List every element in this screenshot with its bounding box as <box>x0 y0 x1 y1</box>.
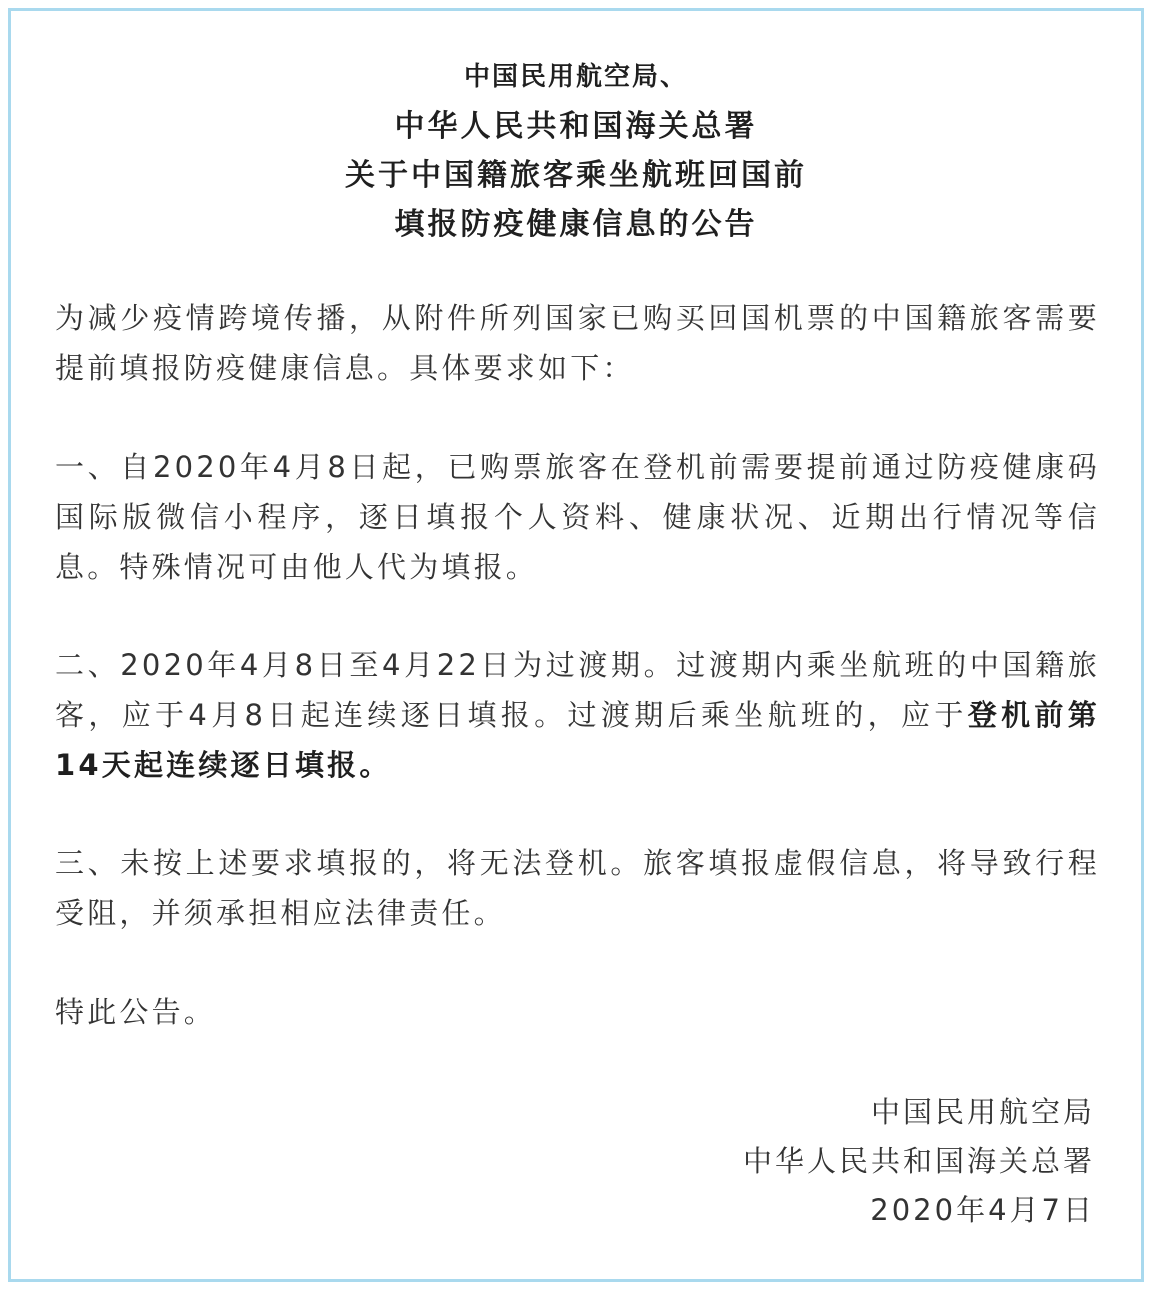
intro-paragraph: 为减少疫情跨境传播，从附件所列国家已购买回国机票的中国籍旅客需要提前填报防疫健康信息。具体要求如下： <box>55 301 1100 385</box>
closing-line: 特此公告。 <box>55 995 217 1029</box>
signature-date: 2020年4月7日 <box>870 1193 1095 1227</box>
item-3-paragraph: 三、未按上述要求填报的，将无法登机。旅客填报虚假信息，将导致行程受阻，并须承担相应法律责任。 <box>55 846 1100 930</box>
item-2-bold-text: 登机前第14天起连续逐日填报。 <box>55 698 1100 782</box>
item-2-paragraph <box>55 640 1100 790</box>
title-line-2: 中华人民共和国海关总署 <box>394 109 758 144</box>
announcement-title <box>11 53 1141 249</box>
title-line-4: 填报防疫健康信息的公告 <box>394 207 758 242</box>
title-line-1: 中国民用航空局、 <box>463 62 688 92</box>
signature-org-1: 中国民用航空局 <box>870 1095 1095 1129</box>
signature-block <box>743 1088 1095 1235</box>
title-line-3: 关于中国籍旅客乘坐航班回国前 <box>345 158 807 193</box>
signature-org-2: 中华人民共和国海关总署 <box>742 1144 1095 1178</box>
item-2-text: 二、2020年4月8日至4月22日为过渡期。过渡期内乘坐航班的中国籍旅客，应于4月8日起连续逐日填报。过渡期后乘坐航班的，应于 <box>55 648 1100 732</box>
item-1-paragraph: 一、自2020年4月8日起，已购票旅客在登机前需要提前通过防疫健康码国际版微信小程序，逐日填报个人资料、健康状况、近期出行情况等信息。特殊情况可由他人代为填报。 <box>55 450 1100 584</box>
announcement-frame <box>8 8 1144 1282</box>
